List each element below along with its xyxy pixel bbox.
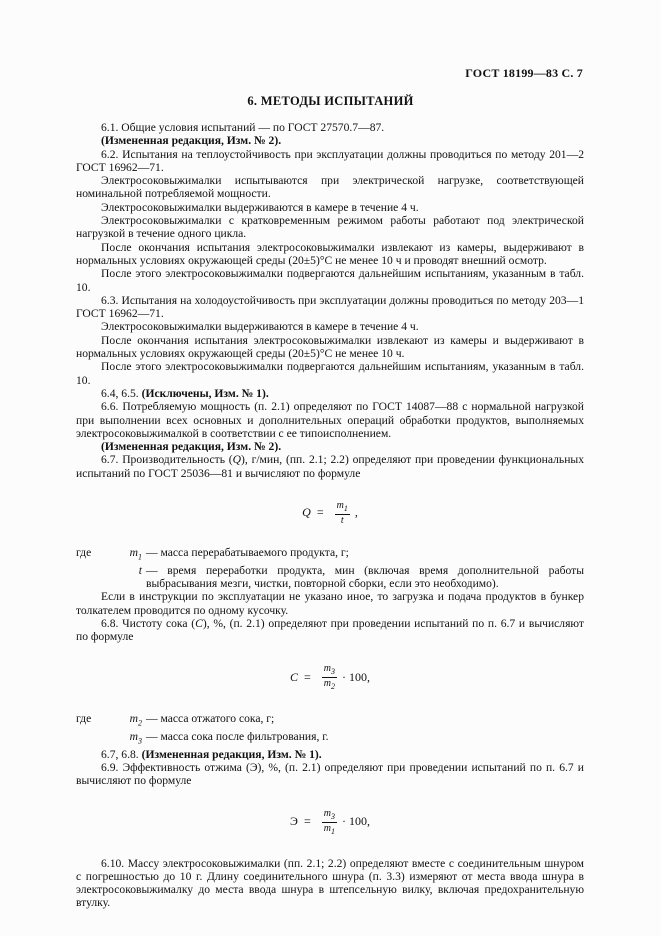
where-text: — масса отжатого сока, г; (146, 712, 275, 726)
fraction-numerator (322, 808, 337, 823)
document-body (76, 121, 584, 910)
numerator-symbol: m (323, 663, 332, 675)
text-span: ), г/мин, (пп. 2.1; 2.2) определяют при проведении функциональных испытаний по ГОСТ 25036—81 и вычисляют по формуле (76, 453, 584, 480)
where-row (76, 712, 584, 730)
symbol: t (138, 563, 142, 577)
paragraph: Электросоковыжималки выдерживаются в камере в течение 4 ч. (101, 200, 419, 214)
numerator-symbol: m (336, 500, 344, 512)
formula-equals: = (303, 814, 311, 829)
formula-fraction (322, 808, 337, 837)
amendment-note: (Исключены, Изм. № 1). (141, 386, 269, 400)
text-span: 6.7. Производительность ( (101, 453, 233, 467)
where-text: — масса перерабатываемого продукта, г; (146, 546, 349, 560)
symbol-subscript: 3 (138, 736, 142, 746)
paragraph: После окончания испытания электросоковыжималки извлекают из камеры, выдерживают в нормальных условиях окружающей среды (20±5)°С не менее 10 ч и проводят внешний осмотр. (76, 240, 584, 267)
formula-tail: · 100, (341, 814, 370, 829)
fraction-denominator (322, 678, 337, 692)
formula-squeeze-efficiency (76, 808, 584, 837)
where-symbol (76, 564, 146, 591)
formula-equals: = (304, 670, 311, 685)
symbol-subscript: 2 (138, 718, 142, 728)
paragraph: Электросоковыжималки испытываются при электрической нагрузке, соответствующей номинальной потребляемой мощности. (76, 174, 584, 201)
clause-number: 6.4, 6.5. (101, 386, 142, 400)
clause-number: 6.7, 6.8. (101, 747, 142, 761)
formula-productivity (76, 500, 584, 526)
where-symbol (118, 712, 146, 730)
numerator-subscript: 3 (330, 811, 335, 821)
where-row (76, 564, 584, 591)
fraction-numerator (322, 663, 337, 678)
amendment-note: (Измененная редакция, Изм. № 1). (141, 747, 322, 761)
page-header: ГОСТ 18199—83 С. 7 (465, 66, 583, 80)
where-text: — время переработки продукта, мин (включая время дополнительной работы выбрасывания мезги, чистки, повторной сборки, если это необходимо). (146, 563, 584, 590)
symbol: m (129, 712, 138, 726)
paragraph-6-8 (76, 617, 584, 644)
denominator-symbol: m (323, 822, 331, 834)
symbol: m (129, 546, 138, 560)
formula-tail: · 100, (342, 670, 371, 685)
symbol-q: Q (232, 453, 242, 467)
where-text: — масса сока после фильтрования, г. (146, 730, 329, 744)
fraction-denominator (322, 823, 337, 837)
paragraph: Электросоковыжималки с кратковременным режимом работы работают под электрической нагрузкой в течение одного цикла. (76, 214, 584, 241)
paragraph: После окончания испытания электросоковыжималки извлекают из камеры и выдерживают в нормальных условиях окружающей среды (20±5)°С не менее 10 ч. (76, 333, 584, 361)
where-symbol (118, 546, 146, 564)
where-row (76, 546, 584, 564)
paragraph: Если в инструкции по эксплуатации не указано иное, то загрузка и подача продуктов в бункер толкателем проводится по одному кусочку. (76, 590, 584, 617)
where-block-2 (76, 712, 584, 747)
where-block-1 (76, 546, 584, 590)
formula-lhs: Q (302, 505, 311, 520)
paragraph-6-7 (76, 453, 584, 480)
where-symbol (118, 730, 146, 748)
amendment-note: (Измененная редакция, Изм. № 2). (101, 440, 282, 454)
denominator-subscript: 2 (331, 682, 336, 692)
where-spacer (76, 730, 118, 748)
section-title: 6. МЕТОДЫ ИСПЫТАНИЙ (247, 94, 414, 108)
denominator-symbol: m (323, 678, 332, 690)
formula-juice-purity (76, 663, 584, 692)
symbol-c: С (195, 616, 203, 630)
numerator-subscript: 3 (331, 667, 336, 677)
paragraph: После этого электросоковыжималки подвергаются дальнейшим испытаниям, указанным в табл. 10. (76, 360, 584, 387)
paragraph-6-6: 6.6. Потребляемую мощность (п. 2.1) определяют по ГОСТ 14087—88 с нормальной нагрузкой при выполнении всех основных и дополнительных операций обработки продуктов, выполняемых электросоковыжималкой в соответствии с ее типоисполнением. (76, 400, 584, 440)
numerator-symbol: m (323, 807, 331, 819)
where-row (76, 730, 584, 748)
formula-lhs: Э (290, 814, 298, 829)
where-label: где (76, 546, 92, 560)
paragraph-6-9: 6.9. Эффективность отжима (Э), %, (п. 2.1) определяют при проведении испытаний по п. 6.7 и вычисляют по формуле (76, 760, 584, 788)
formula-tail: , (354, 505, 358, 520)
paragraph-6-3: 6.3. Испытания на холодоустойчивость при эксплуатации должны проводиться по методу 203—1 ГОСТ 16962—71. (76, 293, 584, 321)
paragraph-6-1: 6.1. Общие условия испытаний — по ГОСТ 27570.7—87. (101, 121, 385, 134)
paragraph-6-7-6-8 (76, 748, 584, 761)
paragraph-6-10: 6.10. Массу электросоковыжималки (пп. 2.1; 2.2) определяют вместе с соединительным шнуром с погрешностью до 10 г. Длину соединительного шнура (п. 3.3) измеряют от места ввода шнура в электросоковыжималку до места ввода шнура в штепсельную вилку, включая предохранительную втулку. (76, 856, 584, 910)
paragraph: Электросоковыжималки выдерживаются в камере в течение 4 ч. (101, 320, 419, 334)
paragraph-6-2: 6.2. Испытания на теплоустойчивость при эксплуатации должны проводиться по методу 201—2 ГОСТ 16962—71. (76, 147, 584, 174)
text-span: ), %, (п. 2.1) определяют при проведении испытаний по п. 6.7 и вычисляют по формуле (76, 616, 584, 644)
formula-fraction (322, 663, 337, 692)
fraction-numerator (335, 500, 350, 515)
where-label: где (76, 712, 92, 726)
paragraph: После этого электросоковыжималки подвергаются дальнейшим испытаниям, указанным в табл. 10. (76, 267, 584, 294)
formula-equals: = (316, 505, 324, 520)
denominator-subscript: 1 (330, 826, 335, 836)
text-span: 6.8. Чистоту сока ( (101, 616, 196, 630)
fraction-denominator: t (340, 515, 344, 527)
formula-fraction (335, 500, 350, 526)
symbol: m (129, 730, 138, 744)
symbol-subscript: 1 (138, 552, 142, 562)
paragraph-6-4-6-5 (76, 387, 584, 400)
numerator-subscript: 1 (343, 504, 348, 514)
formula-lhs: С (289, 670, 298, 685)
amendment-note: (Измененная редакция, Изм. № 2). (101, 134, 282, 148)
